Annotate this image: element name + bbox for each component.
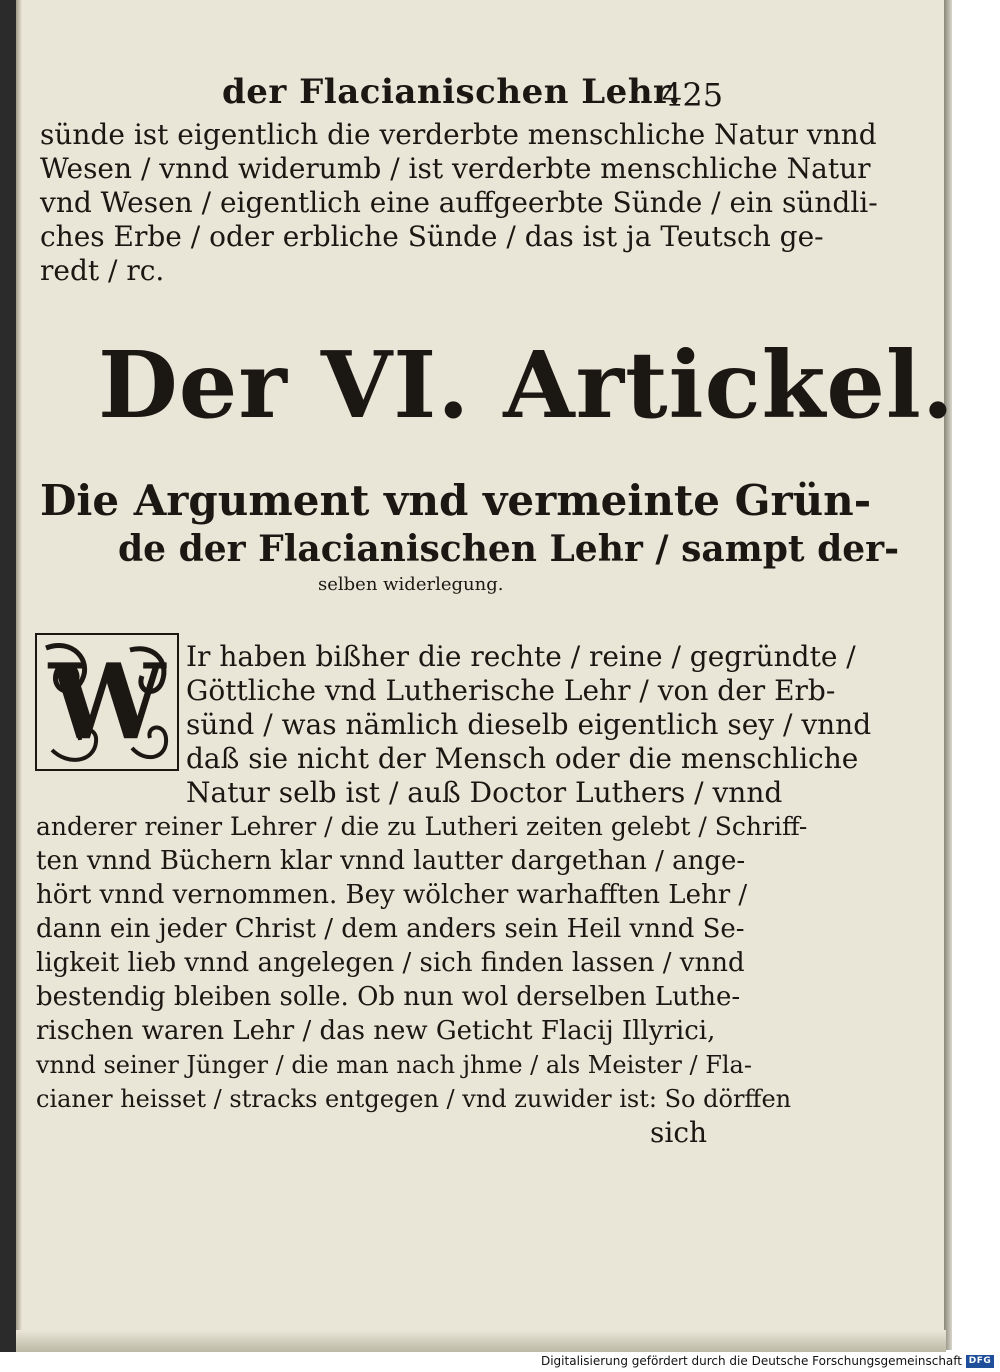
ornament-initial-icon — [32, 630, 182, 774]
text-line: bestendig bleiben solle. Ob nun wol derselben Luthe- — [36, 982, 741, 1012]
text-line: Natur selb ist / auß Doctor Luthers / vnnd — [186, 776, 783, 809]
article-subtitle-line-2: de der Flacianischen Lehr / sampt der- — [118, 528, 900, 570]
text-line: vnnd seiner Jünger / die man nach jhme / als Meister / Fla- — [36, 1051, 752, 1079]
scan-frame-edge — [0, 0, 16, 1352]
text-line: vnd Wesen / eigentlich eine auffgeerbte Sünde / ein sündli- — [40, 186, 878, 219]
initial-letter: W — [48, 640, 166, 763]
text-line: sünd / was nämlich dieselb eigentlich sey / vnnd — [186, 708, 872, 741]
text-line: sünde ist eigentlich die verderbte menschliche Natur vnnd — [40, 118, 877, 151]
text-line: dann ein jeder Christ / dem anders sein Heil vnnd Se- — [36, 914, 745, 944]
text-line: anderer reiner Lehrer / die zu Lutheri zeiten gelebt / Schriff- — [36, 812, 808, 841]
text-line: ligkeit lieb vnnd angelegen / sich finden lassen / vnnd — [36, 948, 745, 978]
dfg-logo: DFG — [966, 1355, 994, 1368]
catchword: sich — [650, 1116, 708, 1149]
text-line: daß sie nicht der Mensch oder die menschliche — [186, 742, 859, 775]
decorated-initial — [32, 630, 182, 774]
text-line: cianer heisset / stracks entgegen / vnd zuwider ist: So dörffen — [36, 1085, 792, 1113]
text-line: ten vnnd Büchern klar vnnd lautter dargethan / ange- — [36, 846, 746, 876]
running-head: der Flacianischen Lehr. — [222, 72, 681, 112]
page-gutter-shadow — [16, 0, 22, 1350]
text-line: ches Erbe / oder erbliche Sünde / das ist ja Teutsch ge- — [40, 220, 824, 253]
page-bottom-edge — [16, 1330, 946, 1352]
footer-bar — [0, 1352, 1000, 1372]
text-line: rischen waren Lehr / das new Geticht Flacij Illyrici, — [36, 1016, 716, 1046]
article-subtitle-line-1: Die Argument vnd vermeinte Grün- — [40, 476, 872, 525]
text-line: Göttliche vnd Lutherische Lehr / von der Erb- — [186, 674, 836, 707]
page-header — [222, 72, 722, 122]
text-line: hört vnnd vernommen. Bey wölcher warhafften Lehr / — [36, 880, 748, 910]
article-subtitle-line-3: selben widerlegung. — [318, 574, 504, 595]
text-line: Wesen / vnnd widerumb / ist verderbte menschliche Natur — [40, 152, 871, 185]
digitization-credit: Digitalisierung gefördert durch die Deutsche Forschungsgemeinschaft — [540, 1354, 962, 1368]
page-number: 425 — [662, 76, 724, 114]
text-line: Ir haben bißher die rechte / reine / gegründte / — [186, 640, 856, 673]
text-line: redt / rc. — [40, 254, 165, 287]
article-title: Der VI. Artickel. — [98, 331, 955, 439]
page-edge-shadow — [944, 0, 952, 1350]
